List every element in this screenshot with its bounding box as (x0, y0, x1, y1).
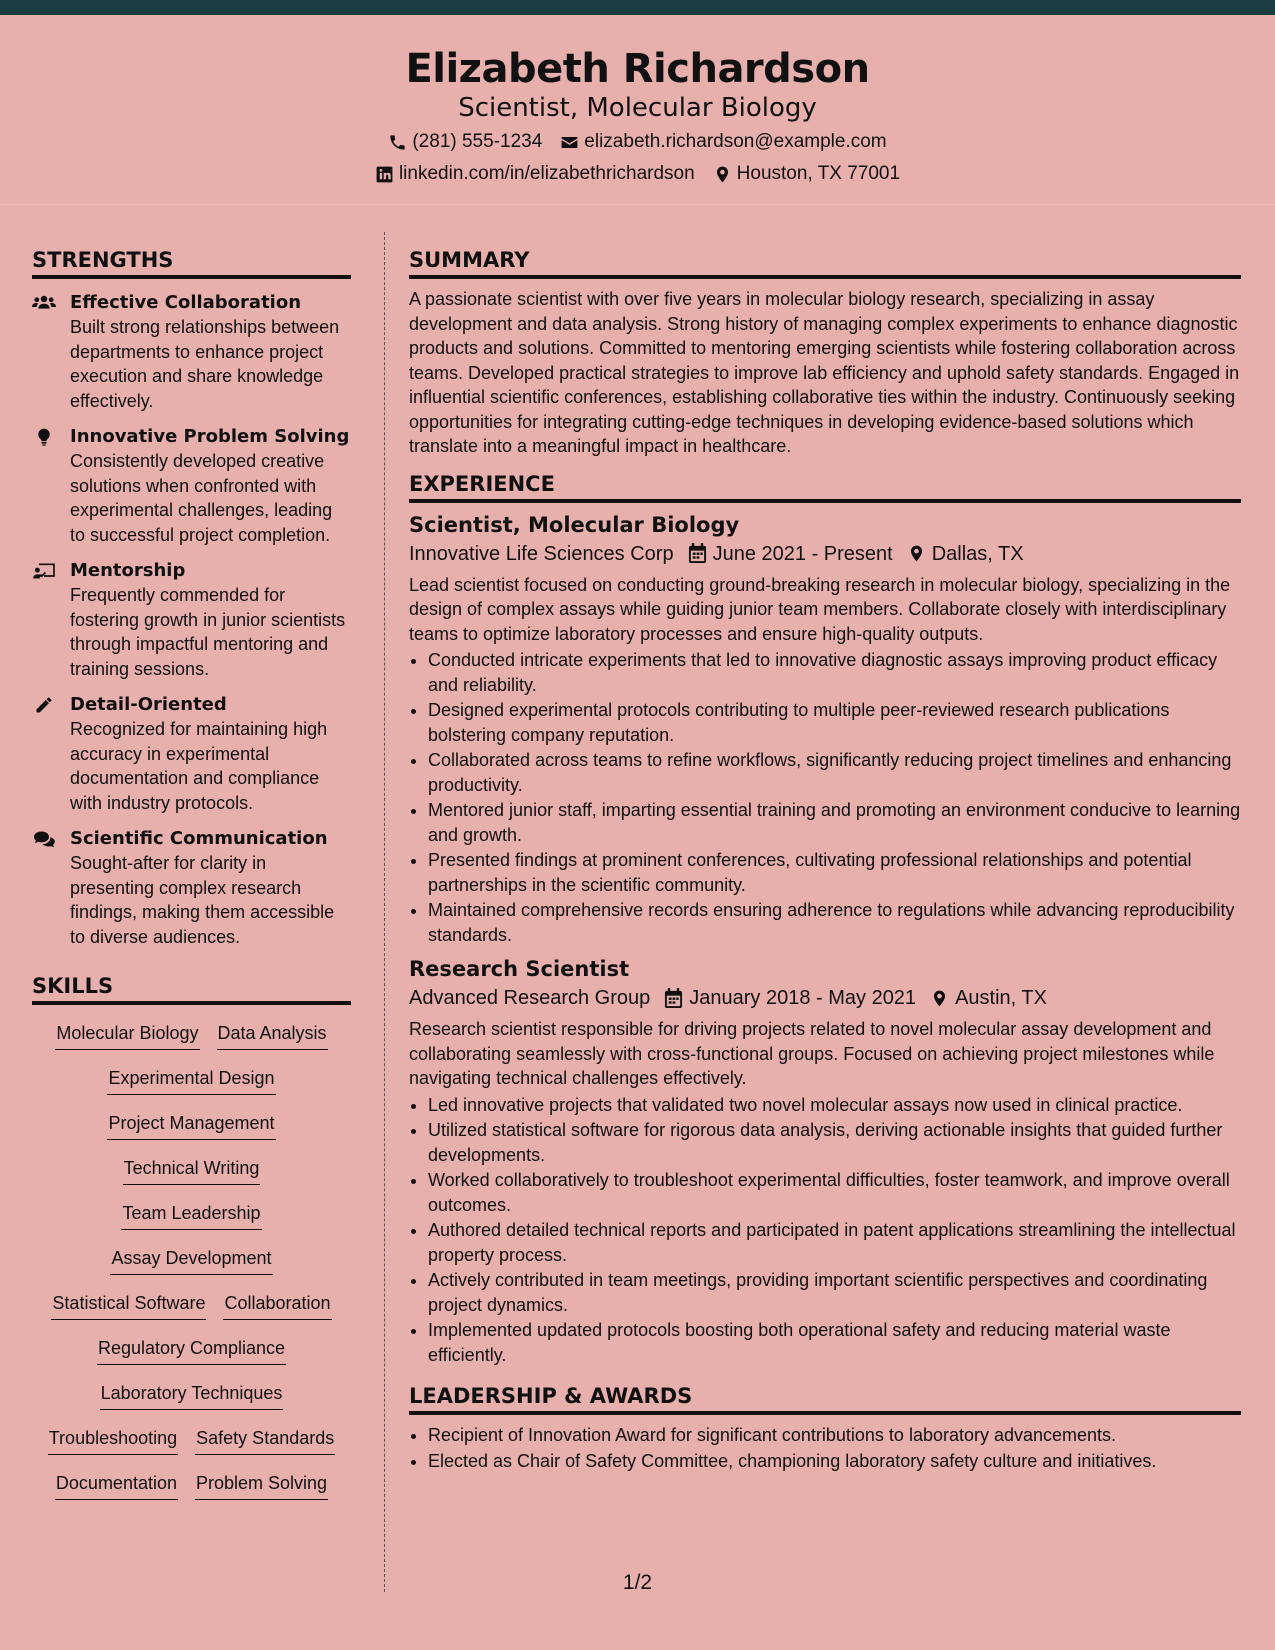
skill-tag: Project Management (107, 1109, 275, 1140)
skills-list (32, 1019, 351, 1514)
strength-title: Scientific Communication (70, 828, 328, 849)
skill-row (32, 1424, 351, 1469)
strength-title: Mentorship (70, 560, 186, 581)
skill-row (32, 1199, 351, 1244)
skill-row (32, 1109, 351, 1154)
location-item (713, 162, 900, 186)
chalkboard-teacher-icon (32, 561, 56, 581)
job-bullet: • Mentored junior staff, imparting essential training and promoting an environment conducive to learning and growth. (428, 798, 1241, 847)
strength-item (32, 425, 351, 547)
calendar-icon (664, 988, 683, 1009)
strength-title: Effective Collaboration (70, 292, 302, 313)
strength-desc: Consistently developed creative solutions when confronted with experimental challenges, leading to successful project completion. (70, 451, 333, 545)
column-divider (384, 232, 385, 1592)
skill-tag: Molecular Biology (55, 1019, 199, 1050)
email-item[interactable] (560, 130, 886, 154)
job-company: Innovative Life Sciences Corp (409, 542, 674, 565)
skills-heading: SKILLS (32, 971, 351, 1005)
skill-row (32, 1244, 351, 1289)
phone-item (388, 130, 542, 154)
skill-tag: Technical Writing (123, 1154, 261, 1185)
map-marker-icon (930, 988, 949, 1009)
phone-icon (388, 133, 407, 152)
job-bullet: • Utilized statistical software for rigorous data analysis, deriving actionable insights that guided further developments. (428, 1118, 1241, 1167)
skill-row (32, 1154, 351, 1199)
strength-desc: Sought-after for clarity in presenting complex research findings, making them accessible to diverse audiences. (70, 853, 335, 947)
contact-row-2 (0, 162, 1275, 186)
skill-tag: Problem Solving (195, 1469, 328, 1500)
phone-text: (281) 555-1234 (412, 131, 543, 152)
awards-list (409, 1423, 1241, 1473)
strength-item (32, 693, 351, 815)
job-bullets (409, 648, 1241, 947)
job-entry (409, 511, 1241, 948)
summary-heading: SUMMARY (409, 245, 1241, 279)
skill-tag: Collaboration (223, 1289, 331, 1320)
job-bullet: • Collaborated across teams to refine workflows, significantly reducing project timelines and enhancing productivity. (428, 748, 1241, 797)
envelope-icon (560, 133, 579, 152)
job-location: Austin, TX (955, 987, 1047, 1009)
job-title: Scientist, Molecular Biology (409, 512, 740, 537)
strength-item (32, 291, 351, 413)
lightbulb-icon (32, 427, 56, 447)
job-bullets (409, 1093, 1241, 1368)
resume-header (0, 15, 1275, 205)
skill-row (32, 1469, 351, 1514)
skill-tag: Documentation (55, 1469, 178, 1500)
job-bullet: • Designed experimental protocols contributing to multiple peer-reviewed research publications bolstering company reputation. (428, 698, 1241, 747)
map-marker-icon (713, 165, 732, 184)
strengths-heading: STRENGTHS (32, 245, 351, 279)
job-bullet: • Led innovative projects that validated two novel molecular assays now used in clinical practice. (428, 1093, 1241, 1118)
job-title: Research Scientist (409, 957, 630, 981)
left-column (32, 245, 351, 1514)
calendar-icon (688, 543, 707, 564)
job-dates: January 2018 - May 2021 (689, 987, 917, 1009)
job-bullet: • Worked collaboratively to troubleshoot experimental difficulties, foster teamwork, and improve overall outcomes. (428, 1168, 1241, 1217)
email-text[interactable]: elizabeth.richardson@example.com (584, 131, 887, 152)
job-bullet: • Implemented updated protocols boosting both operational safety and reducing material waste efficiently. (428, 1318, 1241, 1367)
candidate-name: Elizabeth Richardson (405, 46, 870, 92)
experience-heading: EXPERIENCE (409, 469, 1241, 503)
job-meta (409, 539, 1241, 569)
job-location: Dallas, TX (931, 542, 1024, 565)
award-item: • Recipient of Innovation Award for significant contributions to laboratory advancements. (428, 1423, 1241, 1448)
job-bullet: • Conducted intricate experiments that led to innovative diagnostic assays improving product efficacy and reliability. (428, 648, 1241, 697)
linkedin-text[interactable]: linkedin.com/in/elizabethrichardson (398, 163, 695, 184)
skill-row (32, 1334, 351, 1379)
awards-heading: LEADERSHIP & AWARDS (409, 1381, 1241, 1415)
strength-item (32, 827, 351, 949)
job-bullet: • Presented findings at prominent conferences, cultivating professional relationships and potential partnerships in the scientific community. (428, 848, 1241, 897)
linkedin-icon (375, 165, 394, 184)
job-bullet: • Maintained comprehensive records ensuring adherence to regulations while advancing reproducibility standards. (428, 898, 1241, 947)
contact-row-1 (0, 130, 1275, 154)
skill-tag: Team Leadership (121, 1199, 261, 1230)
right-column (409, 245, 1241, 1474)
award-item: • Elected as Chair of Safety Committee, championing laboratory safety culture and initiatives. (428, 1449, 1241, 1474)
page-number: 1/2 (622, 1571, 653, 1594)
strength-desc: Recognized for maintaining high accuracy in experimental documentation and compliance with industry protocols. (70, 719, 328, 813)
candidate-title: Scientist, Molecular Biology (458, 93, 817, 123)
job-meta (409, 983, 1241, 1013)
skill-tag: Experimental Design (107, 1064, 275, 1095)
job-bullet: • Authored detailed technical reports and participated in patent applications streamlining the intellectual property process. (428, 1218, 1241, 1267)
skill-row (32, 1379, 351, 1424)
strength-item (32, 559, 351, 681)
map-marker-icon (907, 543, 926, 564)
job-entry (409, 955, 1241, 1367)
skill-tag: Statistical Software (51, 1289, 206, 1320)
skill-row (32, 1064, 351, 1109)
linkedin-item[interactable] (375, 162, 695, 186)
skill-tag: Regulatory Compliance (97, 1334, 286, 1365)
top-bar (0, 0, 1275, 15)
job-bullet: • Actively contributed in team meetings, providing important scientific perspectives and coordinating project dynamics. (428, 1268, 1241, 1317)
strength-title: Detail-Oriented (70, 694, 227, 715)
summary-text: A passionate scientist with over five years in molecular biology research, specializing in assay development and data analysis. Strong history of managing complex experiments to enhance diagnostic products and solutions. Committed to mentoring emerging scientists while fostering collaboration across teams. Developed practical strategies to improve lab efficiency and uphold safety standards. Engaged in influential scientific conferences, establishing collaborative ties within the industry. Continuously seeking opportunities for integrating cutting-edge techniques in developing evidence-based solutions which translate into a meaningful impact in healthcare. (409, 289, 1240, 456)
skill-tag: Data Analysis (217, 1019, 328, 1050)
job-description: Lead scientist focused on conducting ground-breaking research in molecular biology, specializing in the design of complex assays while guiding junior team members. Collaborate closely with interdisciplinary teams to optimize laboratory processes and ensure high-quality outputs. (409, 574, 1231, 644)
users-icon (32, 293, 56, 313)
comments-icon (32, 829, 56, 849)
strength-desc: Frequently commended for fostering growth in junior scientists through impactful mentoring and training sessions. (70, 585, 346, 679)
pencil-icon (32, 695, 56, 715)
job-description: Research scientist responsible for driving projects related to novel molecular assay development and collaborating seamlessly with cross-functional groups. Focused on achieving project milestones while navigating technical challenges effectively. (409, 1019, 1215, 1088)
skill-tag: Safety Standards (195, 1424, 335, 1455)
skill-tag: Laboratory Techniques (100, 1379, 284, 1410)
skill-row (32, 1289, 351, 1334)
strength-title: Innovative Problem Solving (70, 426, 350, 447)
job-company: Advanced Research Group (409, 987, 651, 1009)
location-text: Houston, TX 77001 (736, 163, 901, 184)
job-dates: June 2021 - Present (712, 542, 893, 565)
skill-tag: Assay Development (110, 1244, 272, 1275)
skill-row (32, 1019, 351, 1064)
skill-tag: Troubleshooting (48, 1424, 178, 1455)
strength-desc: Built strong relationships between departments to enhance project execution and share knowledge effectively. (70, 317, 340, 411)
